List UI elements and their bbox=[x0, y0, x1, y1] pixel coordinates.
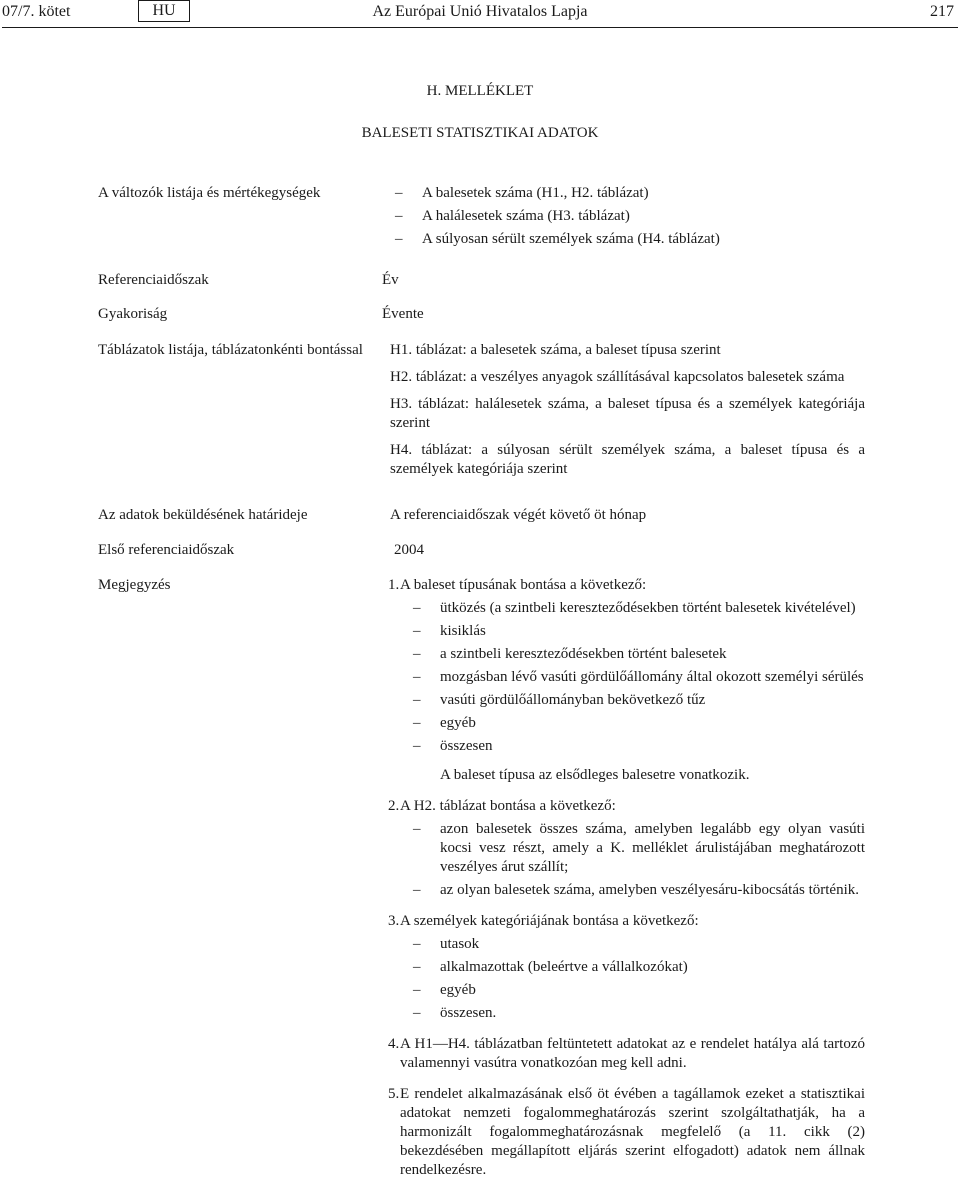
list-item: H1. táblázat: a balesetek száma, a baleset típusa szerint bbox=[390, 342, 721, 358]
list-item: H4. táblázat: a súlyosan sérült személyek száma, a baleset típusa és a személyek kategóriája szerint bbox=[390, 442, 865, 477]
list-item: – az olyan balesetek száma, amelyben veszélyesáru-kibocsátás történik. bbox=[400, 881, 865, 900]
page-header bbox=[0, 0, 960, 26]
list-item: – összesen. bbox=[400, 1004, 865, 1023]
annex-label: H. MELLÉKLET bbox=[426, 83, 534, 99]
note-intro: A személyek kategóriájának bontása a következő: bbox=[400, 913, 699, 929]
language-badge: HU bbox=[138, 0, 190, 22]
list-item: – egyéb bbox=[400, 714, 865, 733]
list-item: – mozgásban lévő vasúti gördülőállomány által okozott személyi sérülés bbox=[400, 668, 865, 687]
note-number: 2. bbox=[388, 798, 400, 814]
first-period-label: Első referenciaidőszak bbox=[98, 542, 235, 558]
note-after: A baleset típusa az elsődleges balesetre vonatkozik. bbox=[440, 767, 750, 783]
variables-list bbox=[382, 184, 865, 249]
page-number: 217 bbox=[930, 3, 954, 20]
first-period-value: 2004 bbox=[394, 542, 424, 558]
note-text: A H1—H4. táblázatban feltüntetett adatokat az e rendelet hatálya alá tartozó valamennyi vasútra vonatkozóan meg kell adni. bbox=[400, 1036, 865, 1071]
note-5 bbox=[378, 1085, 865, 1180]
tables-list bbox=[390, 341, 865, 487]
list-item: – azon balesetek összes száma, amelyben legalább egy olyan vasúti kocsi vesz részt, amely a K. melléklet árulistájában meghatározott veszélyes árut szállít; bbox=[400, 820, 865, 877]
frequency-value: Évente bbox=[382, 306, 424, 322]
note-4 bbox=[378, 1035, 865, 1073]
note-number: 3. bbox=[388, 913, 400, 929]
list-item: – a szintbeli kereszteződésekben történt balesetek bbox=[400, 645, 865, 664]
list-item: H2. táblázat: a veszélyes anyagok szállításával kapcsolatos balesetek száma bbox=[390, 369, 845, 385]
list-item: – A balesetek száma (H1., H2. táblázat) bbox=[382, 184, 865, 203]
list-item: – összesen bbox=[400, 737, 865, 756]
note-intro: A H2. táblázat bontása a következő: bbox=[400, 798, 616, 814]
note-text: E rendelet alkalmazásának első öt évében a tagállamok ezeket a statisztikai adatokat nemzeti fogalommeghatározás szerint szolgáltathatják, ha a harmonizált fogalommeghatározásnak megfelelő (a 11. cikk (2) bekezdésében megállapított eljárás szerint elfogadott) adatok nem állnak rendelkezésre. bbox=[400, 1086, 865, 1178]
reference-period-value: Év bbox=[382, 272, 399, 288]
list-item: – vasúti gördülőállományban bekövetkező tűz bbox=[400, 691, 865, 710]
list-item: – ütközés (a szintbeli kereszteződésekben történt balesetek kivételével) bbox=[400, 599, 865, 618]
list-item: H3. táblázat: halálesetek száma, a baleset típusa és a személyek kategóriája szerint bbox=[390, 396, 865, 431]
note-intro: A baleset típusának bontása a következő: bbox=[400, 577, 647, 593]
note-2 bbox=[378, 797, 865, 900]
list-item: – A súlyosan sérült személyek száma (H4. táblázat) bbox=[382, 230, 865, 249]
list-item: – kisiklás bbox=[400, 622, 865, 641]
notes-list bbox=[378, 576, 865, 1180]
note-number: 5. bbox=[388, 1086, 400, 1102]
notes-label: Megjegyzés bbox=[98, 577, 171, 593]
list-item: – A halálesetek száma (H3. táblázat) bbox=[382, 207, 865, 226]
document-title: BALESETI STATISZTIKAI ADATOK bbox=[361, 125, 599, 141]
tables-label: Táblázatok listája, táblázatonkénti bontással bbox=[98, 342, 363, 358]
list-item: – alkalmazottak (beleértve a vállalkozókat) bbox=[400, 958, 865, 977]
publication-title: Az Európai Unió Hivatalos Lapja bbox=[372, 3, 588, 20]
reference-period-label: Referenciaidőszak bbox=[98, 272, 209, 288]
note-number: 1. bbox=[388, 577, 400, 593]
deadline-label: Az adatok beküldésének határideje bbox=[98, 507, 308, 523]
deadline-value: A referenciaidőszak végét követő öt hónap bbox=[390, 507, 647, 523]
list-item: – utasok bbox=[400, 935, 865, 954]
note-3 bbox=[378, 912, 865, 1023]
volume-number: 07/7. kötet bbox=[2, 3, 71, 20]
list-item: – egyéb bbox=[400, 981, 865, 1000]
note-number: 4. bbox=[388, 1036, 400, 1052]
note-1 bbox=[378, 576, 865, 785]
variables-label: A változók listája és mértékegységek bbox=[98, 185, 321, 201]
header-rule bbox=[2, 27, 958, 28]
frequency-label: Gyakoriság bbox=[98, 306, 168, 322]
